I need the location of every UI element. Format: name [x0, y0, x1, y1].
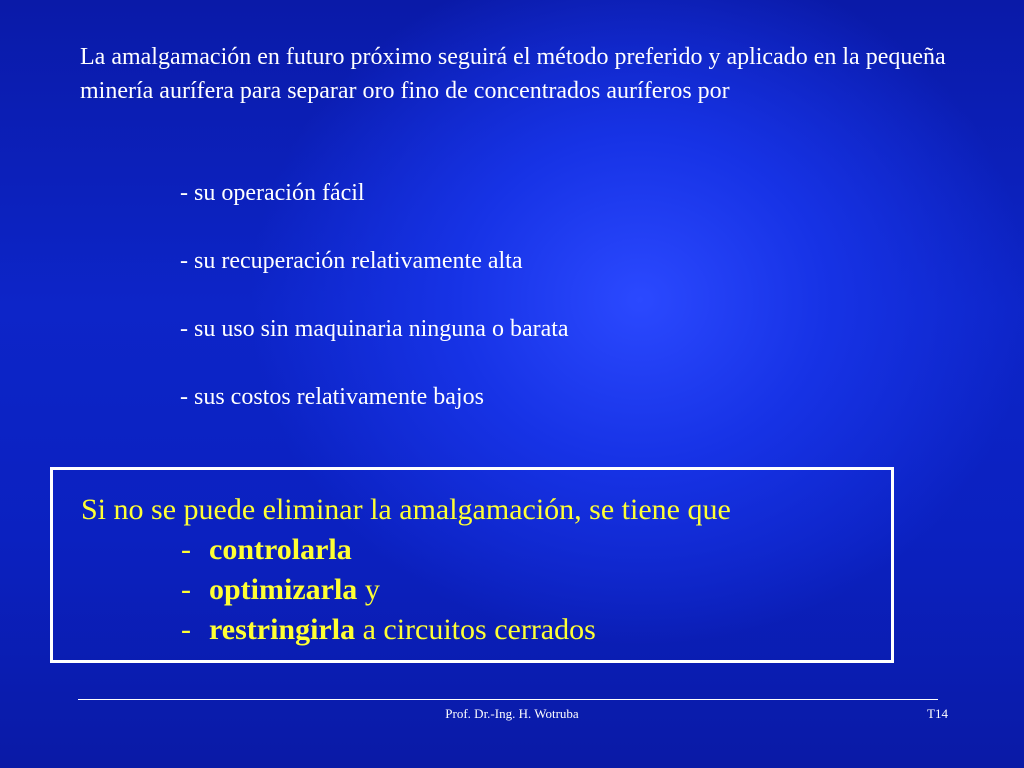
intro-paragraph: La amalgamación en futuro próximo seguirá el método preferido y aplicado en la pequeña minería aurífera para separar oro fino de concentrados auríferos por — [80, 44, 946, 104]
footer-author: Prof. Dr.-Ing. H. Wotruba — [445, 706, 579, 721]
callout-item-restringirla — [181, 610, 596, 650]
callout-item-bold: restringirla — [209, 613, 356, 646]
callout-item-rest: a circuitos cerrados — [355, 613, 596, 646]
list-item: - su operación fácil — [180, 180, 365, 206]
callout-item-optimizarla — [181, 570, 380, 610]
callout-item-bold: optimizarla — [209, 573, 358, 606]
list-item: - su uso sin maquinaria ninguna o barata — [180, 316, 569, 342]
callout-dash: - — [181, 573, 191, 606]
callout-item-rest: y — [357, 573, 380, 606]
list-item: - sus costos relativamente bajos — [180, 384, 484, 410]
callout-dash: - — [181, 533, 191, 566]
callout-lead: Si no se puede eliminar la amalgamación, se tiene que — [81, 493, 731, 526]
page-number: T14 — [927, 706, 948, 721]
callout-item-bold: controlarla — [209, 533, 352, 566]
list-item: - su recuperación relativamente alta — [180, 248, 523, 274]
reasons-list — [180, 176, 569, 448]
callout-box — [50, 467, 894, 663]
callout-dash: - — [181, 613, 191, 646]
callout-item-controlarla — [181, 530, 352, 570]
footer-divider — [78, 699, 938, 700]
